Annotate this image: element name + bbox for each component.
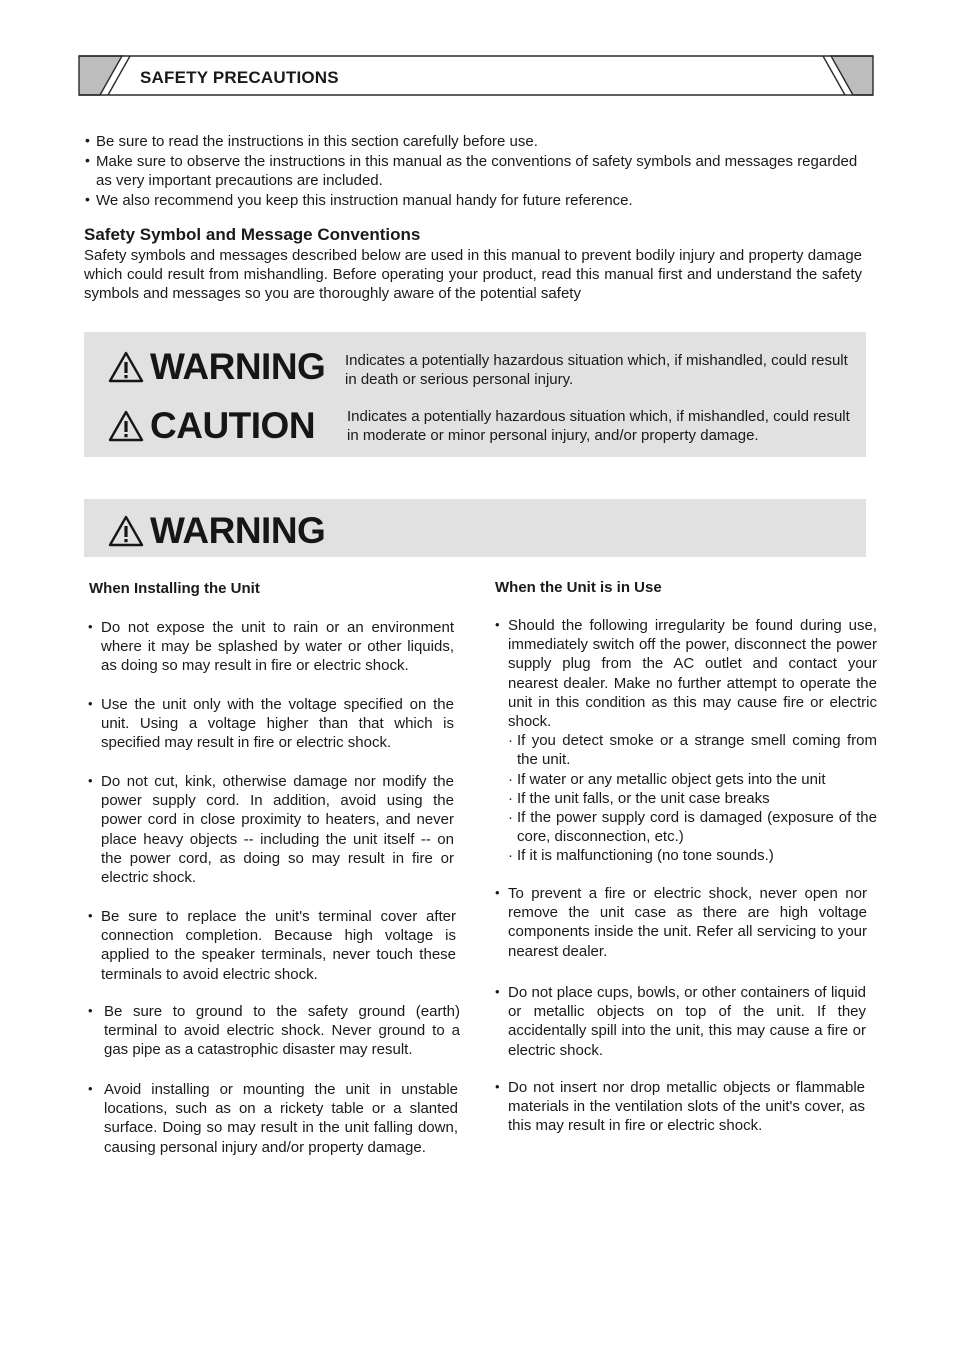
caution-word: CAUTION: [150, 405, 316, 446]
bullet-dot: •: [88, 1003, 93, 1018]
bullet-dot: •: [495, 984, 500, 999]
intro-bullet: • Make sure to observe the instructions in this manual as the conventions of safety symbols and messages regarded as very important precautions are included.: [85, 152, 875, 191]
caution-triangle-icon: [108, 410, 144, 442]
sub-item: · If water or any metallic object gets into the unit: [508, 770, 877, 789]
bullet-dot: •: [88, 1081, 93, 1096]
list-item: • Be sure to ground to the safety ground (earth) terminal to avoid electric shock. Never ground to a gas pipe as a catastrophic disaster may result.: [88, 1003, 460, 1059]
list-item: • Do not insert nor drop metallic objects or flammable materials in the ventilation slots of the unit's cover, as this may result in fire or electric shock.: [495, 1079, 865, 1135]
warning-banner: [84, 499, 866, 557]
signal-word-legend: [84, 332, 866, 457]
sub-item: · If the power supply cord is damaged (exposure of the core, disconnection, etc.): [508, 808, 877, 846]
legend-caution-label: [108, 405, 315, 447]
list-item: • Be sure to replace the unit's terminal cover after connection completion. Because high voltage is applied to the speaker terminals, never touch these terminals to avoid electric shock.: [88, 908, 456, 983]
installing-heading: When Installing the Unit: [89, 580, 260, 597]
sub-item: · If the unit falls, or the unit case breaks: [508, 789, 877, 808]
list-item: • Use the unit only with the voltage specified on the unit. Using a voltage higher than that which is specified may result in fire or electric shock.: [88, 696, 454, 752]
warning-triangle-icon: [108, 351, 144, 383]
irregularity-sublist: [508, 731, 877, 865]
list-item: • Do not expose the unit to rain or an environment where it may be splashed by water or other liquids, as doing so may result in fire or electric shock.: [88, 619, 454, 675]
bullet-dot: •: [495, 1079, 500, 1094]
list-item: • Should the following irregularity be found during use, immediately switch off the power, disconnect the power supply plug from the AC outlet and contact your nearest dealer. Make no further attempt to operate the unit in this condition as this may cause fire or electric shock. · If you detect smoke or a strange smell coming from the unit. · If water or any metallic object gets into the unit · If the unit falls, or the unit case breaks · If the power supply cord is damaged (exposure of the core, disconnection, etc.) · If it is malfunctioning (no tone sounds.): [495, 616, 877, 866]
caution-description: Indicates a potentially hazardous situation which, if mishandled, could result in moderate or minor personal injury, and/or property damage.: [347, 408, 850, 444]
sub-item: · If it is malfunctioning (no tone sounds.): [508, 846, 877, 865]
intro-bullet: • We also recommend you keep this instruction manual handy for future reference.: [85, 191, 875, 211]
conventions-text: Safety symbols and messages described below are used in this manual to prevent bodily injury and property damage which could result from mishandling. Before operating your product, read this manual first and understand the safety symbols and messages so you are thoroughly aware of the potential safety: [84, 247, 862, 302]
list-item: • Avoid installing or mounting the unit in unstable locations, such as on a rickety table or a slanted surface. Doing so may result in the unit falling down, causing personal injury and/or property damage.: [88, 1081, 458, 1156]
warning-word: WARNING: [150, 510, 326, 551]
bullet-dot: •: [88, 696, 93, 711]
section-header: [78, 54, 875, 97]
legend-warning-label: [108, 346, 325, 388]
page-title: SAFETY PRECAUTIONS: [140, 68, 339, 87]
warning-triangle-icon: [108, 515, 144, 547]
intro-bullet: • Be sure to read the instructions in this section carefully before use.: [85, 132, 875, 152]
bullet-dot: •: [495, 617, 500, 632]
conventions-heading: Safety Symbol and Message Conventions: [84, 225, 421, 244]
list-item: • Do not cut, kink, otherwise damage nor modify the power supply cord. In addition, avoid using the power cord in close proximity to heaters, and never place heavy objects -- including the unit itself -- on the power cord, as doing so may result in fire or electric shock.: [88, 773, 454, 887]
sub-item: · If you detect smoke or a strange smell coming from the unit.: [508, 731, 877, 769]
banner-warning-label: [108, 510, 325, 552]
intro-list: [85, 132, 875, 210]
warning-description: Indicates a potentially hazardous situation which, if mishandled, could result in death or serious personal injury.: [345, 352, 848, 388]
bullet-dot: •: [88, 908, 93, 923]
bullet-dot: •: [88, 773, 93, 788]
list-item: • Do not place cups, bowls, or other containers of liquid or metallic objects on top of the unit. If they accidentally spill into the unit, this may cause a fire or electric shock.: [495, 984, 866, 1059]
bullet-dot: •: [495, 885, 500, 900]
warning-word: WARNING: [150, 346, 326, 387]
in-use-heading: When the Unit is in Use: [495, 579, 662, 596]
bullet-dot: •: [88, 619, 93, 634]
list-item: • To prevent a fire or electric shock, never open nor remove the unit case as there are high voltage components inside the unit. Refer all servicing to your nearest dealer.: [495, 885, 867, 960]
